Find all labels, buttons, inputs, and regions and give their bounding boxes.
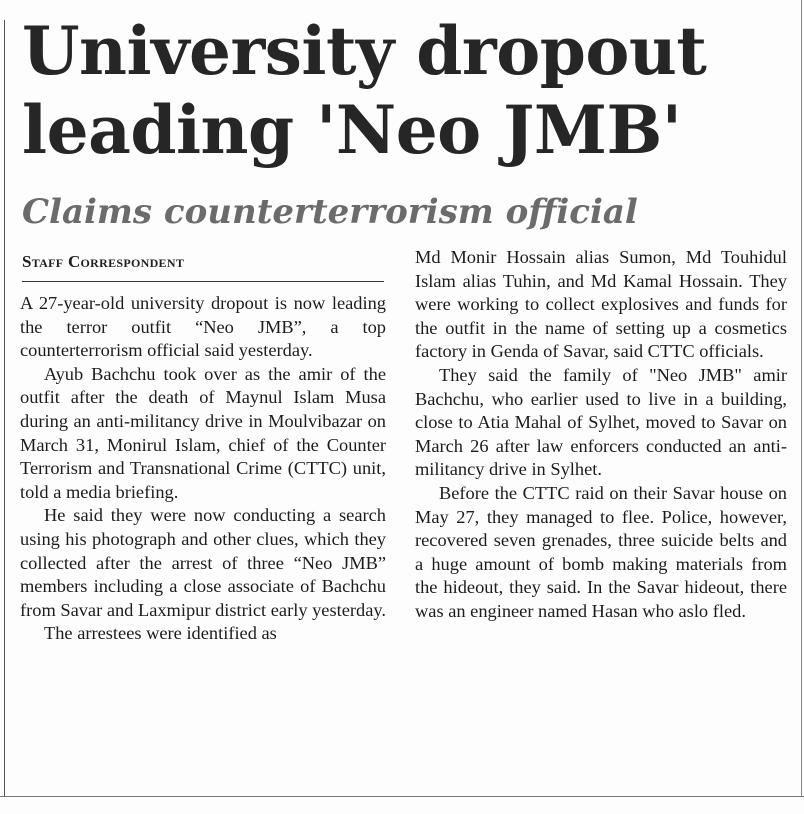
paragraph-5: They said the family of "Neo JMB" amir Bachchu, who earlier used to live in a building, close to Atia Mahal of Sylhet, moved to Savar on March 26 after law enforcers conducted an anti-militancy drive in Sylhet. bbox=[415, 364, 787, 480]
bottom-rule bbox=[0, 796, 804, 797]
subheadline: Claims counterterrorism official bbox=[22, 192, 638, 232]
article-column-left bbox=[20, 292, 386, 646]
paragraph-2: Ayub Bachchu took over as the amir of the outfit after the death of Maynul Islam Musa during an anti-militancy drive in Moulvibazar on March 31, Monirul Islam, chief of the Counter Terrorism and Transnational Crime (CTTC) unit, told a media briefing. bbox=[20, 363, 386, 502]
byline-rule bbox=[22, 281, 384, 282]
headline bbox=[22, 12, 792, 170]
paragraph-1: A 27-year-old university dropout is now leading the terror outfit “Neo JMB”, a top counterterrorism official said yesterday. bbox=[20, 293, 386, 361]
paragraph-3: He said they were now conducting a search using his photograph and other clues, which they collected after the arrest of three “Neo JMB” members including a close associate of Bachchu from Savar and Laxmipur district early yesterday. bbox=[20, 505, 386, 620]
byline: Staff Correspondent bbox=[22, 252, 185, 271]
paragraph-6: Before the CTTC raid on their Savar house on May 27, they managed to flee. Police, however, recovered seven grenades, three suicide belts and a huge amount of bomb making materials from the hideout, they said. In the Savar hideout, there was an engineer named Hasan who aslo fled. bbox=[415, 482, 787, 621]
article-column-right bbox=[415, 246, 787, 624]
right-column-rule bbox=[801, 0, 802, 796]
headline-line-2: leading 'Neo JMB' bbox=[22, 91, 682, 169]
paragraph-4-start: The arrestees were identified as bbox=[44, 623, 277, 644]
paragraph-4-continued: Md Monir Hossain alias Sumon, Md Touhidul Islam alias Tuhin, and Md Kamal Hossain. They were working to collect explosives and funds for the outfit in the name of setting up a cosmetics factory in Genda of Savar, said CTTC officials. bbox=[415, 247, 787, 362]
headline-line-1: University dropout bbox=[22, 12, 707, 90]
left-column-rule bbox=[4, 20, 5, 796]
